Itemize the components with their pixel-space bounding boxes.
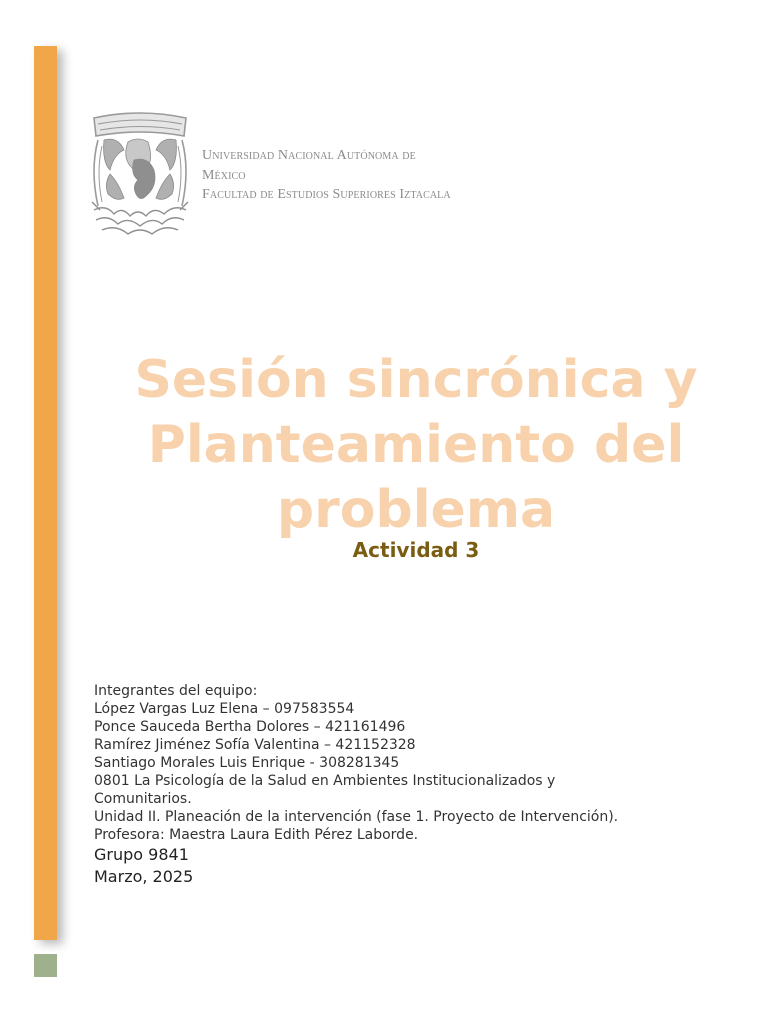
- team-member: Santiago Morales Luis Enrique - 308281345: [94, 755, 400, 771]
- unam-seal-icon: [88, 110, 192, 242]
- teacher-name: Profesora: Maestra Laura Edith Pérez Laborde.: [94, 827, 419, 843]
- left-accent-square: [34, 954, 57, 977]
- team-member: López Vargas Luz Elena – 097583554: [94, 701, 355, 717]
- title-line3: problema: [276, 480, 556, 540]
- left-accent-bar: [34, 46, 57, 940]
- group-number: Grupo 9841: [94, 845, 189, 864]
- title-line1: Sesión sincrónica y: [134, 350, 698, 410]
- course-unit: Unidad II. Planeación de la intervención (fase 1. Proyecto de Intervención).: [94, 809, 619, 825]
- document-title: [110, 348, 722, 543]
- cover-details: [94, 682, 694, 888]
- university-name-line2: México: [202, 167, 246, 183]
- document-date: Marzo, 2025: [94, 867, 194, 886]
- university-name-line1: Universidad Nacional Autónoma de: [202, 148, 416, 163]
- faculty-name: Facultad de Estudios Superiores Iztacala: [202, 187, 451, 202]
- document-subtitle: Actividad 3: [352, 538, 480, 562]
- team-heading: Integrantes del equipo:: [94, 683, 258, 699]
- course-name-line1: 0801 La Psicología de la Salud en Ambientes Institucionalizados y: [94, 773, 556, 789]
- team-member: Ponce Sauceda Bertha Dolores – 421161496: [94, 719, 406, 735]
- title-line2: Planteamiento del: [147, 415, 685, 475]
- course-name-line2: Comunitarios.: [94, 791, 192, 807]
- university-header: [202, 146, 542, 205]
- team-member: Ramírez Jiménez Sofía Valentina – 421152328: [94, 737, 416, 753]
